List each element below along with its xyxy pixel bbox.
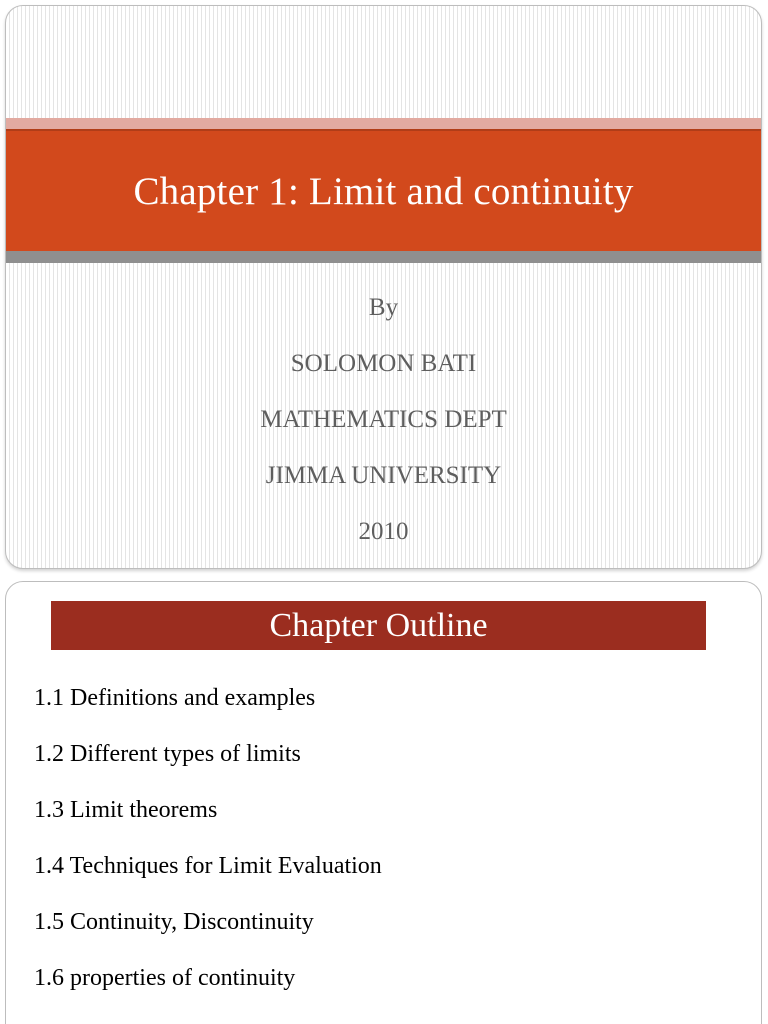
outline-header-band <box>51 601 706 650</box>
by-label: By <box>368 294 399 321</box>
title-band <box>6 129 761 251</box>
outline-item: 1.1 Definitions and examples <box>34 685 316 711</box>
outline-item: 1.5 Continuity, Discontinuity <box>34 909 314 935</box>
year: 2010 <box>358 518 409 545</box>
department: MATHEMATICS DEPT <box>260 406 507 433</box>
outline-item: 1.3 Limit theorems <box>34 797 218 823</box>
slide-title: Chapter 1: Limit and continuity <box>133 169 634 213</box>
outline-title: Chapter Outline <box>269 606 488 644</box>
outline-item: 1.2 Different types of limits <box>34 741 301 767</box>
outline-item: 1.6 properties of continuity <box>34 965 296 991</box>
outline-slide <box>5 581 762 1024</box>
author-info <box>6 288 761 568</box>
university: JIMMA UNIVERSITY <box>265 462 502 489</box>
author-name: SOLOMON BATI <box>290 350 477 377</box>
outline-item: 1.4 Techniques for Limit Evaluation <box>34 853 382 879</box>
title-slide <box>5 5 762 569</box>
title-top-accent-band <box>6 118 761 129</box>
outline-list <box>34 678 382 1014</box>
title-bottom-accent-band <box>6 251 761 263</box>
